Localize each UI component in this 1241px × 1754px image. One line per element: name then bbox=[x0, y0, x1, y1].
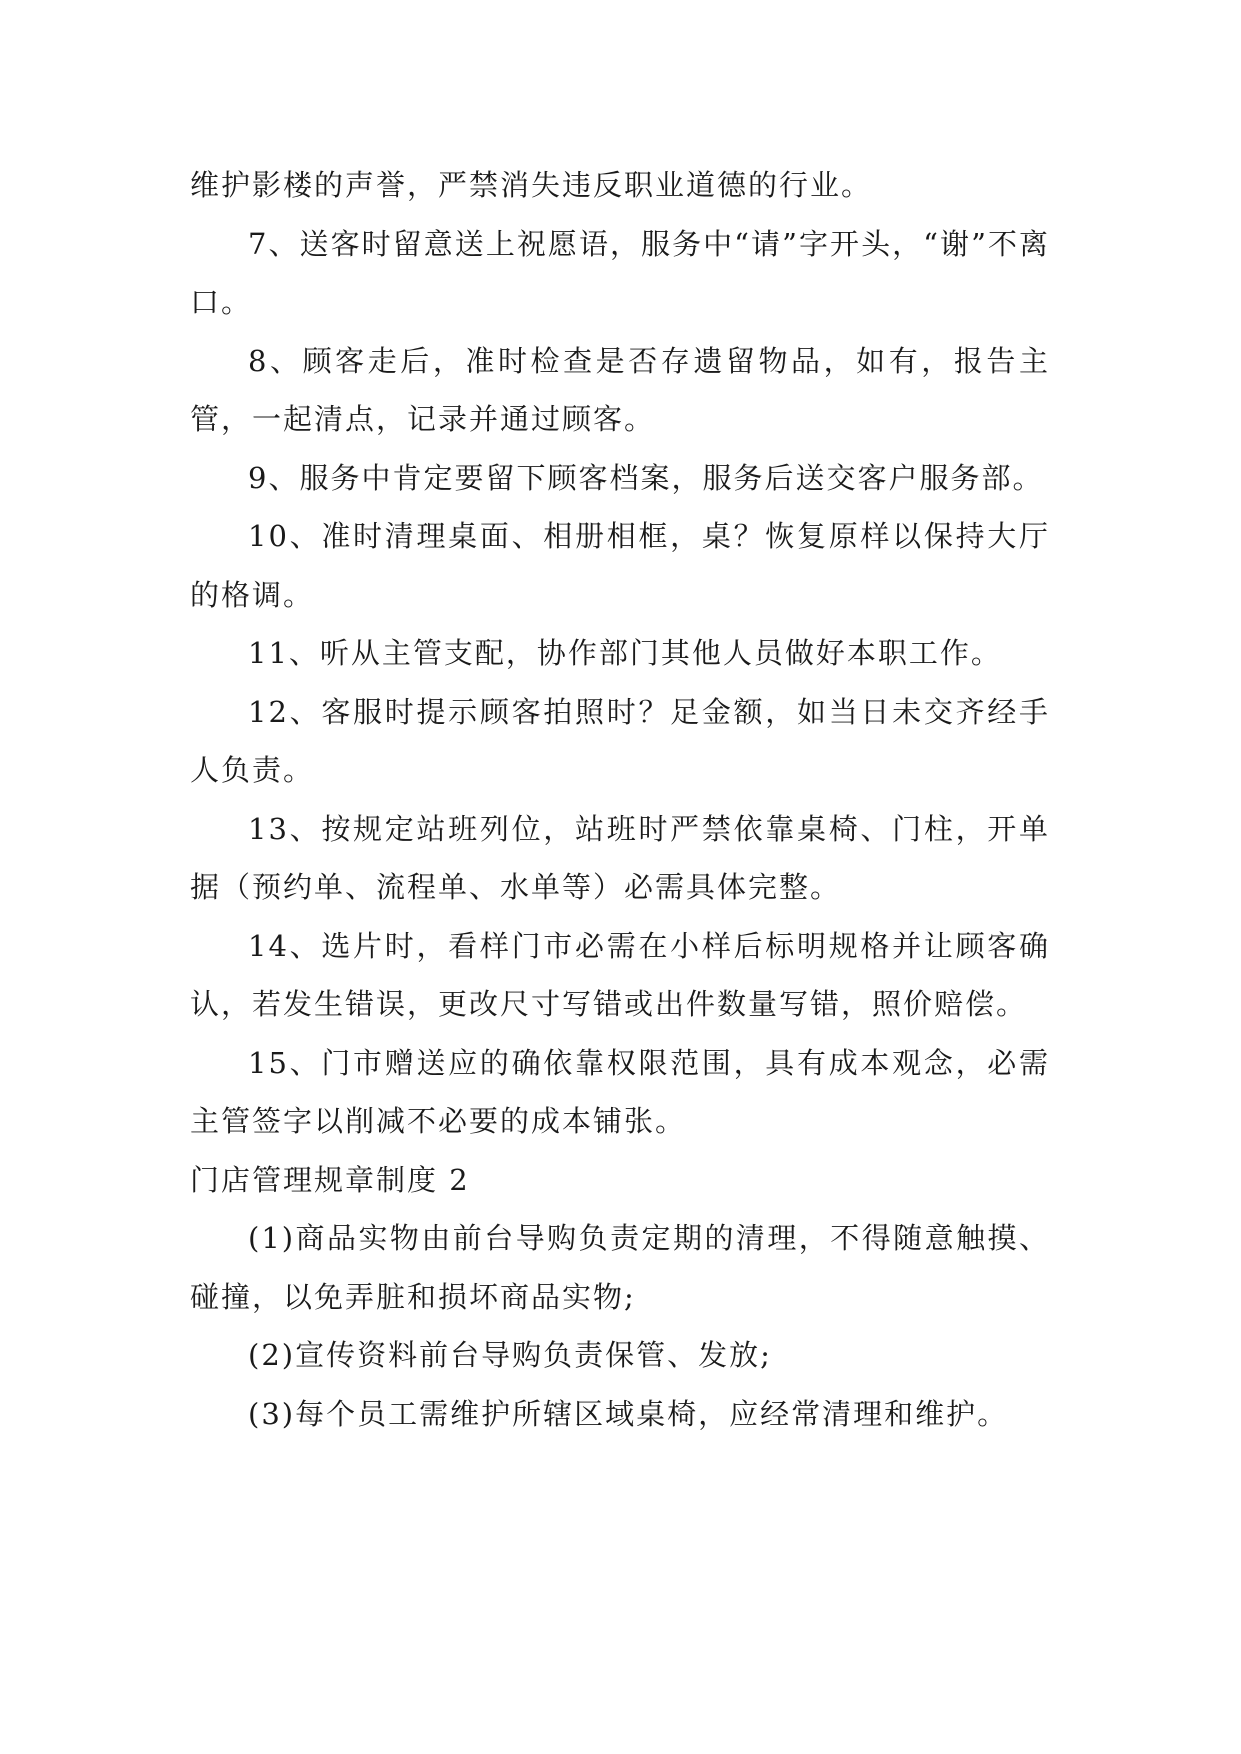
paragraph-item-7: 7、送客时留意送上祝愿语，服务中“请”字开头，“谢”不离口。 bbox=[190, 226, 1050, 319]
paragraph-item-8: 8、顾客走后，准时检查是否存遗留物品，如有，报告主管，一起清点，记录并通过顾客。 bbox=[190, 343, 1050, 436]
paragraph-item-10: 10、准时清理桌面、相册相框，桌？恢复原样以保持大厅的格调。 bbox=[190, 519, 1050, 612]
paragraph-item-9: 9、服务中肯定要留下顾客档案，服务后送交客户服务部。 bbox=[248, 460, 1044, 495]
section-paragraph-3: (3)每个员工需维护所辖区域桌椅，应经常清理和维护。 bbox=[248, 1396, 1009, 1431]
paragraph-item-14: 14、选片时，看样门市必需在小样后标明规格并让顾客确认，若发生错误，更改尺寸写错或出件数量写错，照价赔偿。 bbox=[190, 928, 1050, 1021]
paragraph-item-11: 11、听从主管支配，协作部门其他人员做好本职工作。 bbox=[248, 636, 1002, 670]
paragraph-item-12: 12、客服时提示顾客拍照时？足金额，如当日未交齐经手人负责。 bbox=[190, 694, 1050, 787]
paragraph-item-15: 15、门市赠送应的确依靠权限范围，具有成本观念，必需主管签字以削减不必要的成本铺张。 bbox=[190, 1045, 1050, 1138]
section-paragraph-1: (1)商品实物由前台导购负责定期的清理，不得随意触摸、碰撞，以免弄脏和损坏商品实物; bbox=[190, 1221, 1050, 1314]
paragraph-item-13: 13、按规定站班列位，站班时严禁依靠桌椅、门柱，开单据（预约单、流程单、水单等）必需具体完整。 bbox=[190, 811, 1050, 904]
section-paragraph-2: (2)宣传资料前台导购负责保管、发放; bbox=[248, 1338, 772, 1372]
document-body bbox=[190, 156, 1050, 1443]
paragraph-continuation: 维护影楼的声誉，严禁消失违反职业道德的行业。 bbox=[190, 168, 873, 202]
section-title: 门店管理规章制度 2 bbox=[190, 1162, 470, 1197]
